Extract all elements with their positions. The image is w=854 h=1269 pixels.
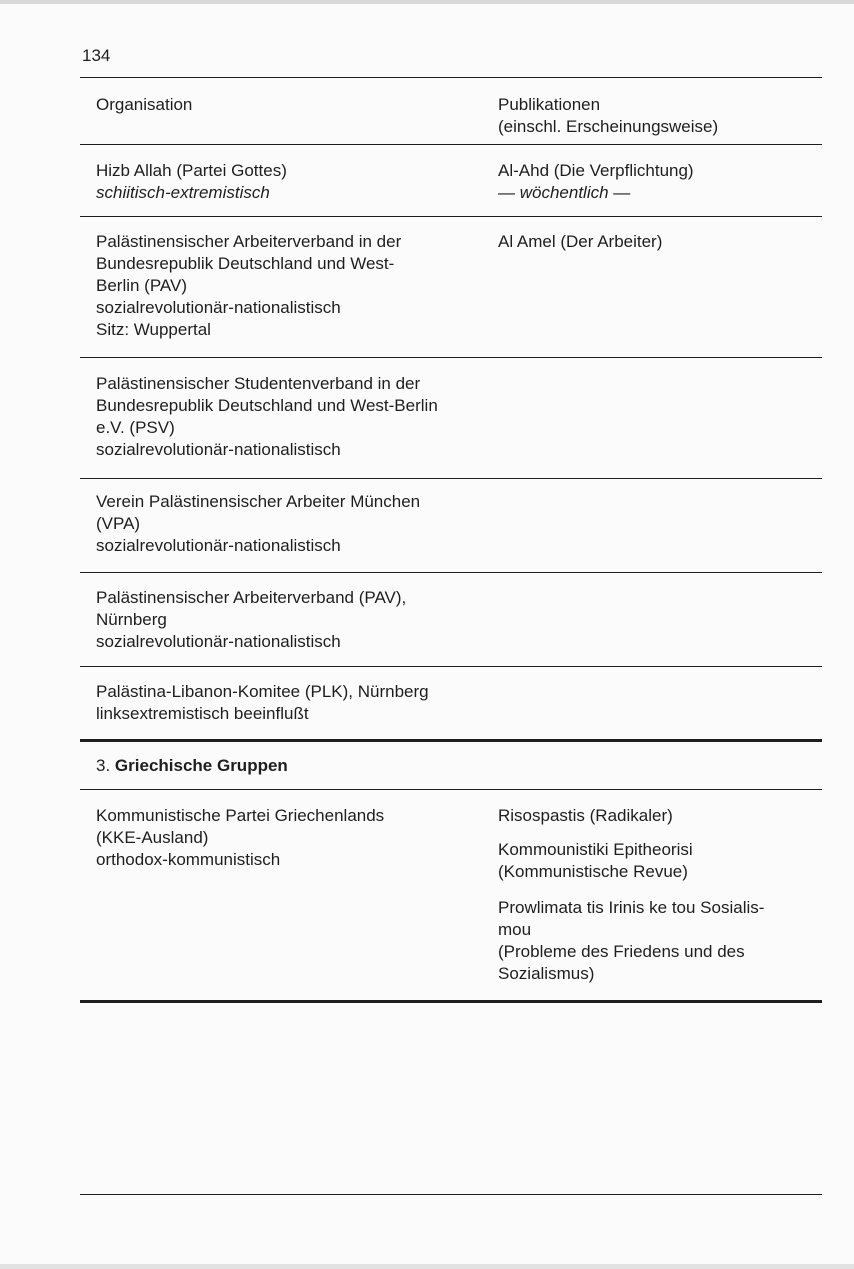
header-publications-line1: Publikationen bbox=[498, 95, 601, 114]
org-line: (KKE-Ausland) bbox=[96, 828, 209, 847]
org-line: linksextremistisch beeinflußt bbox=[96, 704, 309, 723]
page-bottom-edge bbox=[0, 1264, 854, 1269]
section-rule bbox=[80, 739, 822, 742]
org-orientation: schiitisch-extremistisch bbox=[96, 183, 270, 202]
row-divider bbox=[80, 572, 822, 573]
table-row-org bbox=[96, 681, 429, 725]
header-bottom-rule bbox=[80, 144, 822, 145]
table-row-org bbox=[96, 587, 406, 653]
org-line: Palästina-Libanon-Komitee (PLK), Nürnberg bbox=[96, 682, 429, 701]
table-bottom-rule bbox=[80, 1000, 822, 1003]
publication-line: (Kommunistische Revue) bbox=[498, 862, 688, 881]
table-top-rule bbox=[80, 77, 822, 78]
header-publications-line2: (einschl. Erscheinungsweise) bbox=[498, 117, 719, 136]
org-line: sozialrevolutionär-nationalistisch bbox=[96, 632, 341, 651]
org-line: Sitz: Wuppertal bbox=[96, 320, 211, 339]
org-line: Bundesrepublik Deutschland und West- bbox=[96, 254, 395, 273]
section-title: Griechische Gruppen bbox=[114, 756, 288, 775]
header-publications bbox=[498, 94, 718, 138]
org-line: Nürnberg bbox=[96, 610, 167, 629]
org-line: (VPA) bbox=[96, 514, 141, 533]
org-line: sozialrevolutionär-nationalistisch bbox=[96, 298, 341, 317]
publication-line: Kommounistiki Epitheorisi bbox=[498, 840, 693, 859]
table-row-org bbox=[96, 160, 287, 204]
publication-line: Sozialismus) bbox=[498, 964, 595, 983]
section-bottom-rule bbox=[80, 789, 822, 790]
org-line: Verein Palästinensischer Arbeiter München bbox=[96, 492, 421, 511]
publication-entry bbox=[498, 805, 673, 827]
publication-title: Al-Ahd (Die Verpflichtung) bbox=[498, 161, 694, 180]
header-organisation: Organisation bbox=[96, 95, 193, 114]
table-row-org bbox=[96, 805, 384, 871]
org-line: sozialrevolutionär-nationalistisch bbox=[96, 440, 341, 459]
section-heading bbox=[96, 755, 288, 777]
row-divider bbox=[80, 666, 822, 667]
footer-rule bbox=[80, 1194, 822, 1195]
row-divider bbox=[80, 357, 822, 358]
org-name: Hizb Allah (Partei Gottes) bbox=[96, 161, 287, 180]
org-line: Bundesrepublik Deutschland und West-Berlin bbox=[96, 396, 438, 415]
org-line: orthodox-kommunistisch bbox=[96, 850, 281, 869]
row-divider bbox=[80, 216, 822, 217]
publication-entry bbox=[498, 897, 764, 985]
table-row-pub bbox=[498, 231, 662, 253]
table-row-org bbox=[96, 231, 401, 341]
publication-line: (Probleme des Friedens und des bbox=[498, 942, 745, 961]
section-number: 3. bbox=[96, 756, 111, 775]
table-row-org bbox=[96, 491, 420, 557]
org-line: sozialrevolutionär-nationalistisch bbox=[96, 536, 341, 555]
publication-title: Al Amel (Der Arbeiter) bbox=[498, 232, 663, 251]
org-line: Kommunistische Partei Griechenlands bbox=[96, 806, 385, 825]
page-number: 134 bbox=[82, 46, 111, 65]
publication-line: Risospastis (Radikaler) bbox=[498, 806, 673, 825]
table-row-org bbox=[96, 373, 438, 461]
org-line: Palästinensischer Arbeiterverband in der bbox=[96, 232, 402, 251]
publication-line: Prowlimata tis Irinis ke tou Sosialis- bbox=[498, 898, 765, 917]
publication-frequency: — wöchentlich — bbox=[498, 183, 631, 202]
org-line: Palästinensischer Arbeiterverband (PAV), bbox=[96, 588, 407, 607]
table-row-pub bbox=[498, 160, 694, 204]
org-line: e.V. (PSV) bbox=[96, 418, 175, 437]
publication-line: mou bbox=[498, 920, 532, 939]
page-top-edge bbox=[0, 0, 854, 4]
publication-entry bbox=[498, 839, 693, 883]
org-line: Palästinensischer Studentenverband in der bbox=[96, 374, 421, 393]
org-line: Berlin (PAV) bbox=[96, 276, 188, 295]
row-divider bbox=[80, 478, 822, 479]
